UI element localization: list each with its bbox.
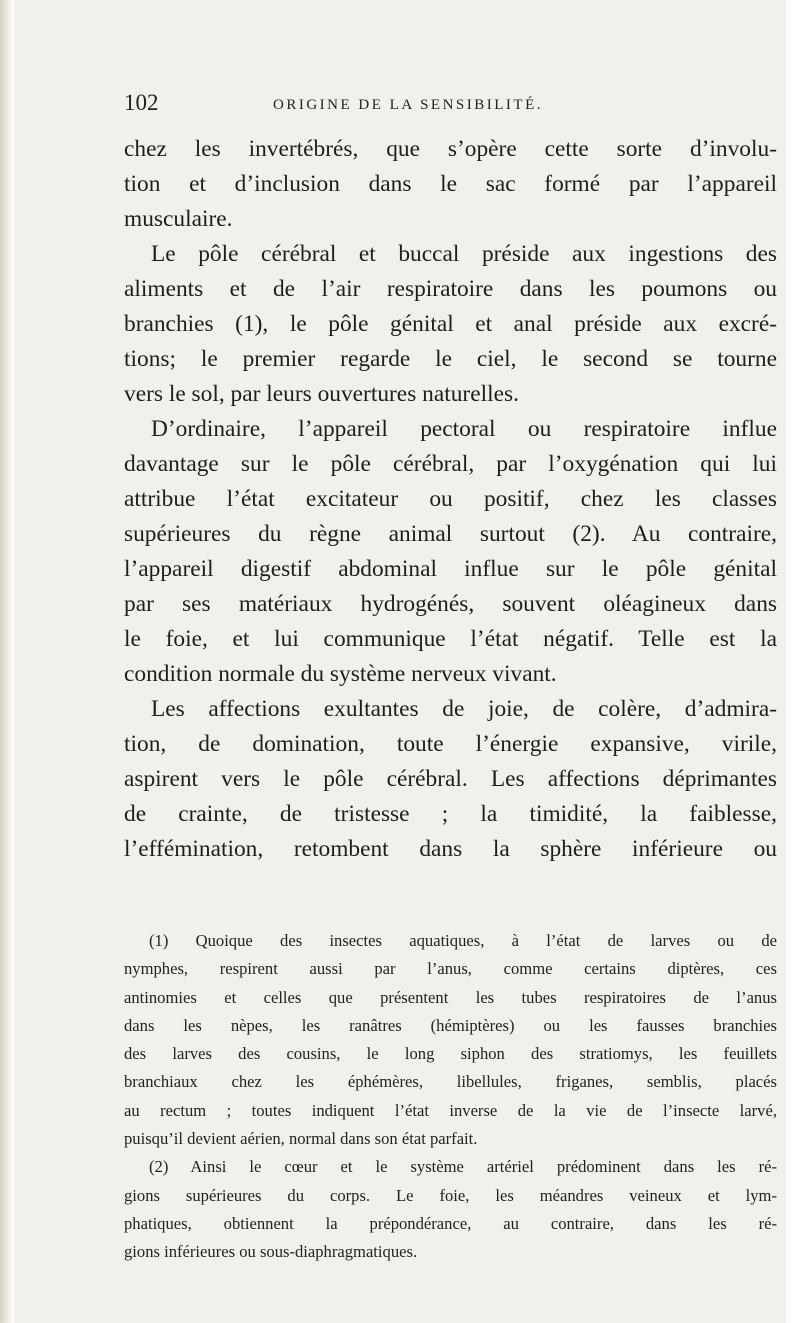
body-line: le foie, et lui communique l’état négatif. Telle est la bbox=[124, 626, 777, 652]
body-line: aspirent vers le pôle cérébral. Les affections déprimantes bbox=[124, 766, 777, 792]
body-text bbox=[124, 132, 777, 867]
footnote-line: gions supérieures du corps. Le foie, les méandres veineux et lym- bbox=[124, 1185, 777, 1205]
body-line: musculaire. bbox=[124, 206, 233, 232]
body-line: condition normale du système nerveux vivant. bbox=[124, 661, 557, 687]
footnote-line: (1) Quoique des insectes aquatiques, à l’état de larves ou de bbox=[149, 931, 777, 950]
body-line: tion et d’inclusion dans le sac formé par l’appareil bbox=[124, 171, 777, 197]
body-line: l’effémination, retombent dans la sphère inférieure ou bbox=[124, 836, 777, 862]
page-header bbox=[124, 90, 784, 122]
footnote-line: gions inférieures ou sous-diaphragmatiques. bbox=[124, 1242, 418, 1262]
footnote-line: phatiques, obtiennent la prépondérance, au contraire, dans les ré- bbox=[124, 1213, 777, 1233]
footnote-line: puisqu’il devient aérien, normal dans son état parfait. bbox=[124, 1129, 478, 1149]
body-line: chez les invertébrés, que s’opère cette sorte d’involu- bbox=[124, 136, 777, 162]
body-line: de crainte, de tristesse ; la timidité, la faiblesse, bbox=[124, 801, 777, 827]
body-line: tions; le premier regarde le ciel, le second se tourne bbox=[124, 346, 777, 372]
binding-edge bbox=[0, 0, 14, 1323]
footnote-line: branchiaux chez les éphémères, libellules, friganes, semblis, placés bbox=[124, 1072, 777, 1092]
body-line: vers le sol, par leurs ouvertures naturelles. bbox=[124, 381, 519, 407]
footnote-line: nymphes, respirent aussi par l’anus, comme certains diptères, ces bbox=[124, 959, 777, 979]
body-line: branchies (1), le pôle génital et anal préside aux excré- bbox=[124, 311, 777, 337]
footnote-line: (2) Ainsi le cœur et le système artériel prédominent dans les ré- bbox=[149, 1157, 777, 1177]
body-line: tion, de domination, toute l’énergie expansive, virile, bbox=[124, 731, 777, 757]
body-line: davantage sur le pôle cérébral, par l’oxygénation qui lui bbox=[124, 451, 777, 477]
body-line: attribue l’état excitateur ou positif, chez les classes bbox=[124, 486, 777, 512]
footnote-line: antinomies et celles que présentent les tubes respiratoires de l’anus bbox=[124, 987, 777, 1007]
body-line: aliments et de l’air respiratoire dans les poumons ou bbox=[124, 276, 777, 302]
body-line: l’appareil digestif abdominal influe sur le pôle génital bbox=[124, 556, 777, 582]
body-line: par ses matériaux hydrogénés, souvent oléagineux dans bbox=[124, 591, 777, 617]
body-line: Le pôle cérébral et buccal préside aux ingestions des bbox=[151, 241, 777, 267]
footnote-line: au rectum ; toutes indiquent l’état inverse de la vie de l’insecte larvé, bbox=[124, 1100, 777, 1120]
page-number: 102 bbox=[124, 90, 159, 115]
footnote-line: des larves des cousins, le long siphon des stratiomys, les feuillets bbox=[124, 1044, 777, 1064]
body-line: D’ordinaire, l’appareil pectoral ou respiratoire influe bbox=[151, 416, 777, 442]
body-line: supérieures du règne animal surtout (2). Au contraire, bbox=[124, 521, 777, 547]
body-line: Les affections exultantes de joie, de colère, d’admira- bbox=[151, 696, 777, 722]
footnotes bbox=[124, 927, 777, 1267]
running-head: ORIGINE DE LA SENSIBILITÉ. bbox=[273, 97, 543, 113]
footnote-line: dans les nèpes, les ranâtres (hémiptères) ou les fausses branchies bbox=[124, 1015, 777, 1035]
